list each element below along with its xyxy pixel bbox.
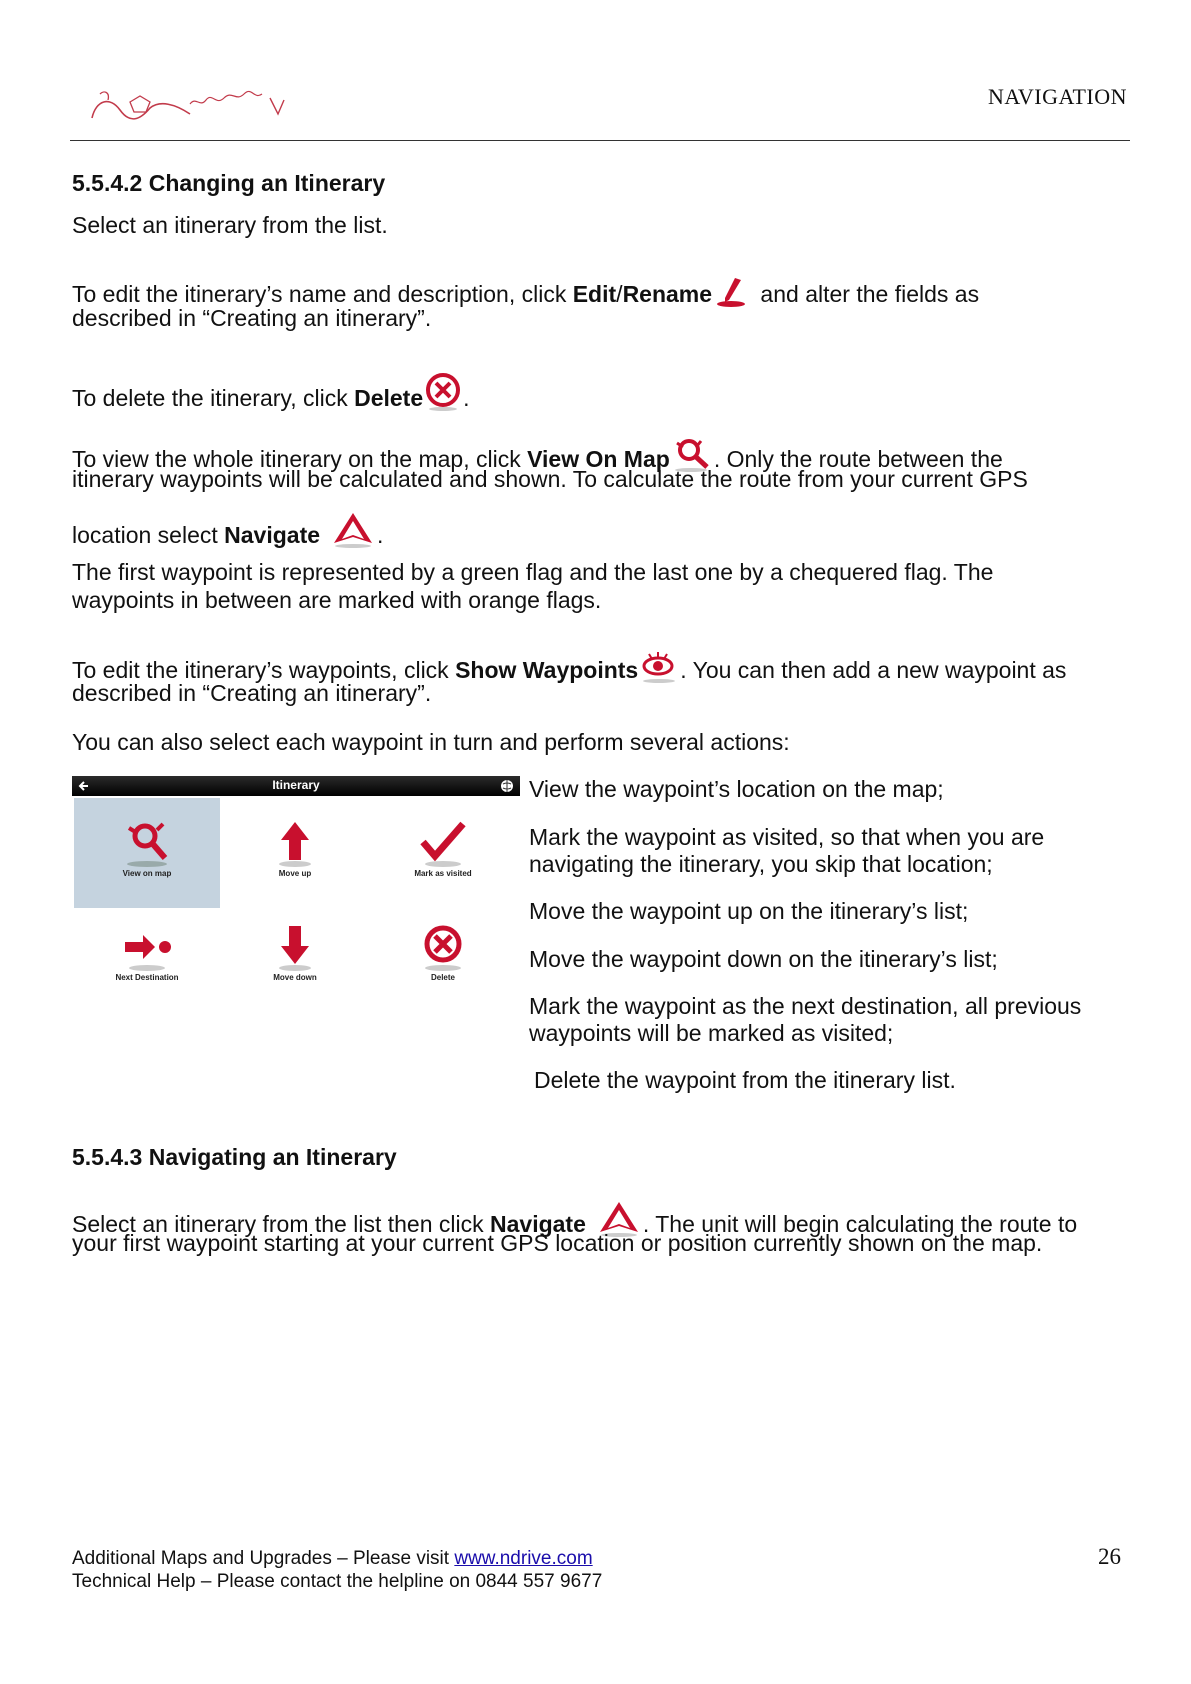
action-description: Mark the waypoint as visited, so that when you are — [529, 824, 1045, 850]
footer-help-line: Technical Help – Please contact the helpline on 0844 557 9677 — [72, 1571, 603, 1592]
action-description: navigating the itinerary, you skip that location; — [529, 851, 993, 877]
ndrive-link[interactable]: www.ndrive.com — [454, 1548, 593, 1569]
paragraph: The first waypoint is represented by a green flag and the last one by a chequered flag. The — [72, 559, 994, 585]
arrow-right-dot-icon — [119, 922, 175, 972]
paragraph: waypoints in between are marked with orange flags. — [72, 587, 602, 613]
arrow-down-icon — [267, 922, 323, 972]
paragraph: To edit the itinerary’s waypoints, click Show Waypoints . You can then add a new waypoint as — [72, 650, 1066, 690]
itinerary-screenshot — [72, 776, 520, 1016]
itinerary-option-view-on-map[interactable]: View on map — [74, 798, 220, 908]
paragraph: To delete the itinerary, click Delete . — [72, 372, 470, 418]
navigate-icon — [330, 511, 376, 555]
action-description: Move the waypoint up on the itinerary’s list; — [529, 898, 969, 924]
action-description: View the waypoint’s location on the map; — [529, 776, 944, 802]
itinerary-option-delete[interactable]: Delete — [370, 902, 516, 1012]
delete-icon — [424, 372, 462, 418]
arrow-up-icon — [267, 818, 323, 868]
paragraph: You can also select each waypoint in turn and perform several actions: — [72, 729, 790, 755]
itinerary-option-mark-as-visited[interactable]: Mark as visited — [370, 798, 516, 908]
show-waypoints-icon — [639, 650, 679, 690]
itinerary-titlebar — [72, 776, 520, 796]
delete-icon — [415, 922, 471, 972]
paragraph: Select an itinerary from the list. — [72, 212, 388, 238]
paragraph: described in “Creating an itinerary”. — [72, 680, 432, 706]
itinerary-option-move-up[interactable]: Move up — [222, 798, 368, 908]
heading-navigating-itinerary: 5.5.4.3 Navigating an Itinerary — [72, 1144, 397, 1170]
action-description: waypoints will be marked as visited; — [529, 1020, 894, 1046]
checkmark-icon — [415, 818, 471, 868]
action-description: Move the waypoint down on the itinerary’s list; — [529, 946, 998, 972]
globe-icon — [500, 779, 514, 793]
company-logo — [80, 80, 300, 130]
action-description: Mark the waypoint as the next destination, all previous — [529, 993, 1082, 1019]
paragraph: To edit the itinerary’s name and description, click Edit/Rename and alter the fields as — [72, 276, 979, 314]
paragraph: To view the whole itinerary on the map, click View On Map . Only the route between the — [72, 437, 1003, 479]
edit-rename-icon — [713, 276, 753, 314]
itinerary-title: Itinerary — [272, 778, 320, 792]
header-divider — [70, 140, 1130, 141]
page-number: 26 — [1098, 1544, 1121, 1569]
section-label: NAVIGATION — [987, 84, 1127, 109]
action-description: Delete the waypoint from the itinerary list. — [534, 1067, 956, 1093]
paragraph: itinerary waypoints will be calculated and shown. To calculate the route from your current GPS — [72, 466, 1028, 492]
paragraph: described in “Creating an itinerary”. — [72, 305, 432, 331]
itinerary-option-next-destination[interactable]: Next Destination — [74, 902, 220, 1012]
view-on-map-icon — [119, 818, 175, 868]
heading-changing-itinerary: 5.5.4.2 Changing an Itinerary — [72, 170, 386, 196]
paragraph: Select an itinerary from the list then click Navigate . The unit will begin calculating the route to — [72, 1200, 1077, 1244]
paragraph: your first waypoint starting at your current GPS location or position currently shown on the map. — [72, 1230, 1043, 1256]
itinerary-option-move-down[interactable]: Move down — [222, 902, 368, 1012]
footer-maps-line: Additional Maps and Upgrades – Please visit www.ndrive.com — [72, 1548, 593, 1569]
paragraph: location select Navigate . — [72, 511, 383, 555]
